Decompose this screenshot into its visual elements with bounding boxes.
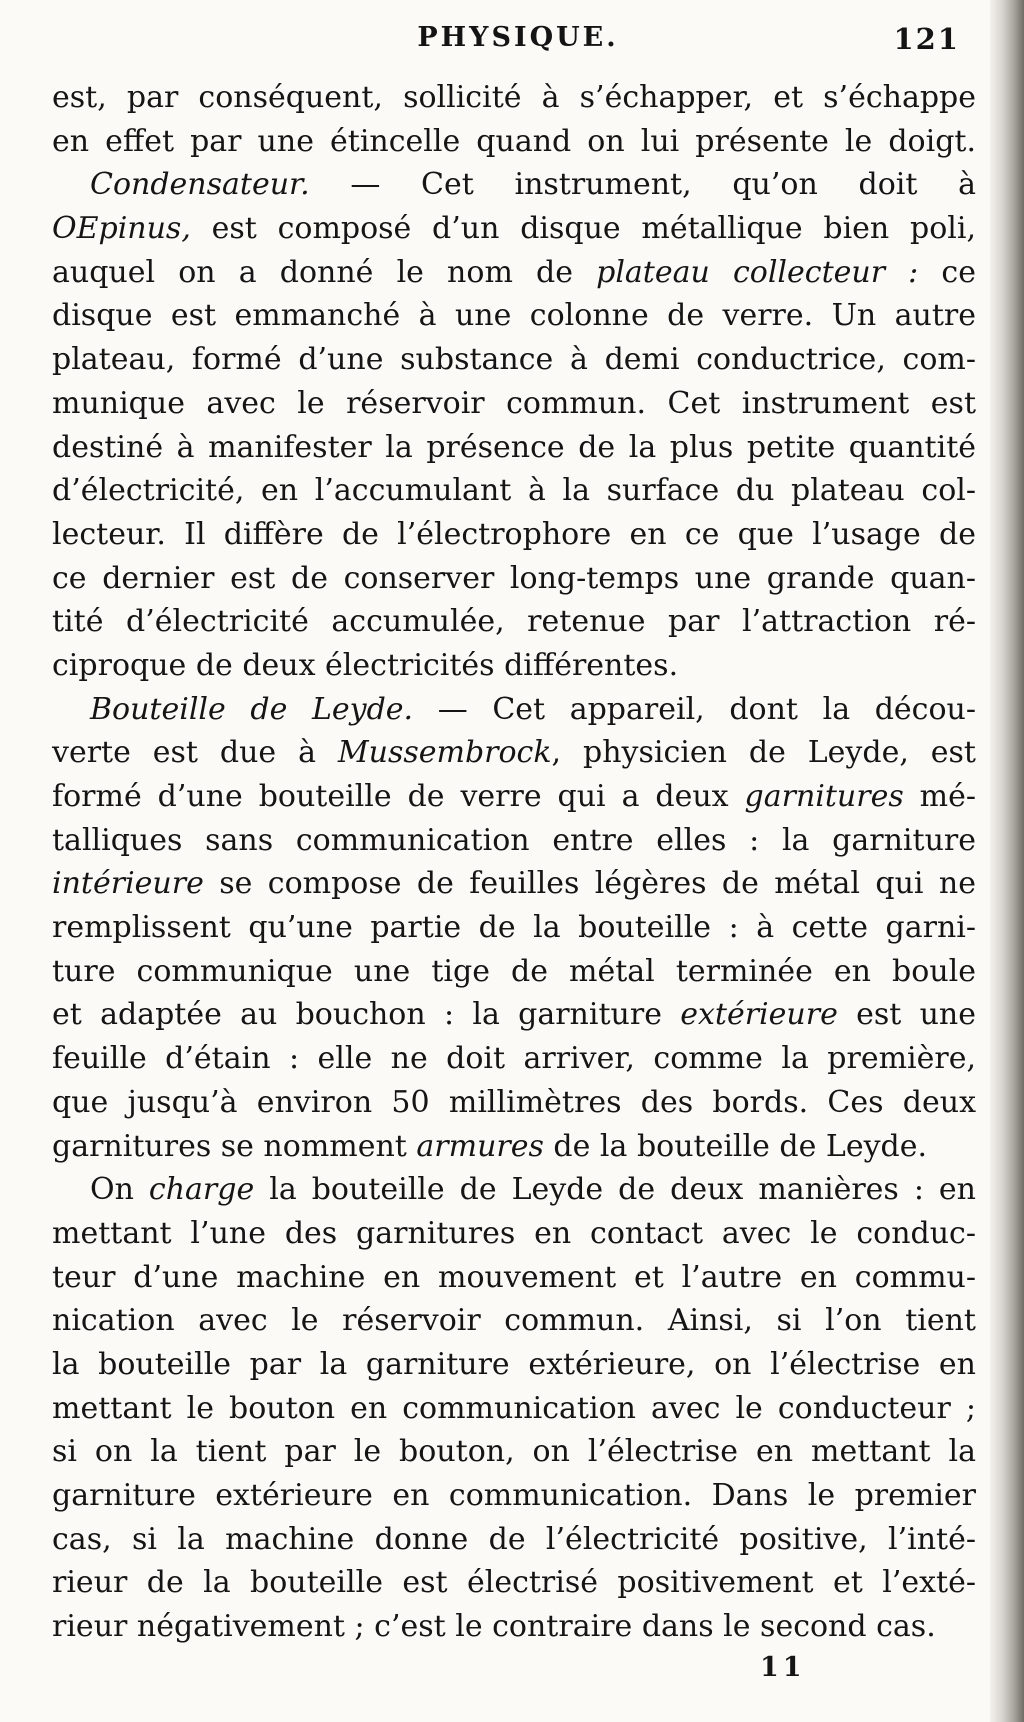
text-line	[52, 1168, 976, 1212]
text-segment: ciproque de deux électricités différentes.	[52, 647, 679, 683]
text-segment: teur d’une machine en mouvement et l’autre en commu-	[52, 1259, 976, 1295]
text-segment: mé-	[903, 779, 976, 814]
italic-term: garnitures	[744, 779, 904, 814]
text-line	[52, 862, 976, 906]
text-segment: est une	[837, 997, 976, 1033]
text-line	[52, 251, 976, 295]
italic-term: charge	[148, 1172, 255, 1208]
italic-term: Mussembrock	[337, 735, 552, 771]
text-segment: mettant l’une des garnitures en contact avec le conduc-	[52, 1215, 976, 1251]
text-segment: remplissent qu’une partie de la bouteille : à cette garni-	[52, 910, 976, 946]
text-segment: , physicien de Leyde, est	[551, 735, 976, 771]
italic-term: intérieure	[52, 866, 204, 902]
text-segment: et adaptée au bouchon : la garniture	[52, 997, 681, 1033]
text-segment: ture communique une tige de métal terminée en boule	[52, 953, 976, 989]
text-segment: plateau, formé d’une substance à demi conductrice, com-	[52, 342, 976, 378]
page-spine-shadow	[990, 0, 1024, 1722]
text-line	[52, 207, 976, 251]
text-segment: la bouteille de Leyde de deux manières : en	[254, 1172, 976, 1208]
text-line	[52, 688, 976, 732]
text-segment: est, par conséquent, sollicité à s’échapper, et s’échappe	[52, 80, 976, 115]
text-line	[52, 1387, 976, 1431]
italic-term: Condensateur.	[90, 167, 310, 203]
text-line	[52, 426, 976, 470]
text-line	[52, 1561, 976, 1605]
text-line	[52, 1299, 976, 1343]
text-segment: que jusqu’à environ 50 millimètres des bords. Ces deux	[52, 1084, 976, 1120]
text-segment: rieur de la bouteille est électrisé positivement et l’exté-	[52, 1565, 976, 1601]
italic-term: OEpinus,	[52, 211, 191, 247]
text-line	[52, 775, 976, 819]
text-line	[52, 1081, 976, 1125]
text-segment: verte est due à	[52, 735, 338, 771]
text-segment: destiné à manifester la présence de la plus petite quantité	[52, 429, 976, 465]
text-segment: feuille d’étain : elle ne doit arriver, comme la première,	[52, 1041, 976, 1077]
text-line	[52, 993, 976, 1037]
text-line	[52, 513, 976, 557]
text-line	[52, 163, 976, 207]
text-line	[52, 1343, 976, 1387]
italic-term: extérieure	[680, 997, 838, 1033]
text-segment: cas, si la machine donne de l’électricité positive, l’inté-	[52, 1521, 976, 1557]
text-line	[52, 120, 976, 164]
page-header	[52, 22, 984, 66]
text-segment: lecteur. Il diffère de l’électrophore en ce que l’usage de	[52, 516, 976, 552]
body-text	[52, 76, 976, 1649]
page-number: 121	[893, 22, 960, 56]
text-line	[52, 1474, 976, 1518]
text-line	[52, 1518, 976, 1562]
text-segment: — Cet appareil, dont la décou-	[413, 691, 976, 727]
text-segment: rieur négativement ; c’est le contraire dans le second cas.	[52, 1609, 936, 1645]
text-segment: de la bouteille de Leyde.	[543, 1128, 928, 1164]
running-head: PHYSIQUE.	[417, 22, 619, 53]
text-line	[52, 644, 976, 688]
text-segment: munique avec le réservoir commun. Cet instrument est	[52, 385, 976, 421]
text-segment: mettant le bouton en communication avec le conducteur ;	[52, 1390, 976, 1426]
text-line	[52, 469, 976, 513]
text-line	[52, 1125, 976, 1169]
text-line	[52, 1430, 976, 1474]
text-line	[52, 1605, 976, 1649]
text-segment: garniture extérieure en communication. Dans le premier	[52, 1478, 976, 1513]
italic-term: plateau collecteur :	[596, 254, 919, 290]
text-segment: talliques sans communication entre elles : la garniture	[52, 822, 976, 858]
gathering-signature: 11	[760, 1652, 806, 1683]
text-line	[52, 1212, 976, 1256]
text-line	[52, 76, 976, 120]
text-segment: — Cet instrument, qu’on doit à	[309, 167, 976, 203]
text-line	[52, 338, 976, 382]
italic-term: Bouteille de Leyde.	[90, 691, 414, 727]
text-segment: en effet par une étincelle quand on lui présente le doigt.	[52, 123, 976, 159]
text-segment: si on la tient par le bouton, on l’électrise en mettant la	[52, 1434, 976, 1470]
text-segment: auquel on a donné le nom de	[52, 254, 597, 290]
text-segment: disque est emmanché à une colonne de verre. Un autre	[52, 298, 976, 334]
text-segment: nication avec le réservoir commun. Ainsi, si l’on tient	[52, 1303, 976, 1339]
text-segment: ce	[918, 254, 976, 290]
text-line	[52, 906, 976, 950]
text-line	[52, 294, 976, 338]
text-segment: formé d’une bouteille de verre qui a deux	[52, 779, 745, 814]
text-segment: tité d’électricité accumulée, retenue par l’attraction ré-	[52, 604, 976, 640]
text-segment: garnitures se nomment	[52, 1128, 417, 1164]
text-line	[52, 1037, 976, 1081]
text-segment: la bouteille par la garniture extérieure, on l’électrise en	[52, 1346, 976, 1382]
text-line	[52, 950, 976, 994]
text-line	[52, 557, 976, 601]
italic-term: armures	[416, 1128, 544, 1164]
text-line	[52, 600, 976, 644]
text-line	[52, 819, 976, 863]
text-segment: se compose de feuilles légères de métal qui ne	[203, 866, 976, 902]
text-line	[52, 382, 976, 426]
text-segment: est composé d’un disque métallique bien poli,	[190, 211, 976, 247]
text-segment: ce dernier est de conserver long-temps une grande quan-	[52, 560, 976, 596]
text-segment: d’électricité, en l’accumulant à la surface du plateau col-	[52, 473, 976, 509]
text-line	[52, 1256, 976, 1300]
text-segment: On	[90, 1172, 149, 1208]
text-line	[52, 731, 976, 775]
